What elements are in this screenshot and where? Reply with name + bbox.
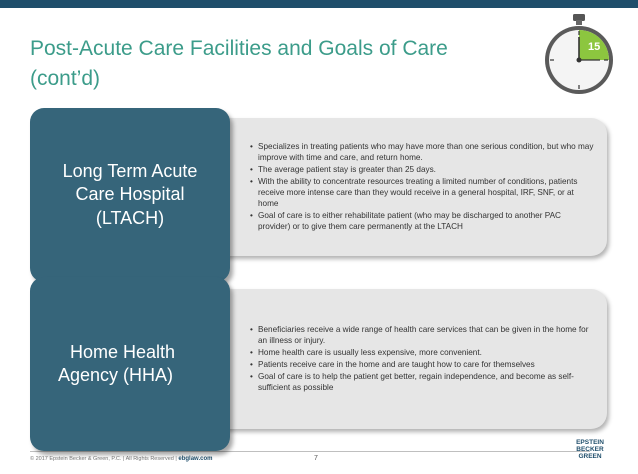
bullet-item: • Goal of care is to help the patient get better, regain independence, and become as self-sufficient as possible xyxy=(250,372,595,394)
section-label-line: Agency (HHA) xyxy=(58,365,174,385)
section-detail-panel xyxy=(180,289,607,429)
bullet-item: • Specializes in treating patients who may have more than one serious condition, but who may improve with time and care, and return home. xyxy=(250,142,595,164)
slide-title-line-1: Post-Acute Care Facilities and Goals of Care xyxy=(30,37,448,60)
section-label-line: Long Term Acute xyxy=(62,160,198,181)
timer-number: 15 xyxy=(588,41,601,53)
section-detail-panel xyxy=(180,118,607,256)
footer xyxy=(30,456,212,462)
bullet-list xyxy=(250,325,595,395)
footer-site-link[interactable]: ebglaw.com xyxy=(178,456,213,462)
section-label-line: Care Hospital xyxy=(75,184,185,205)
logo-line: BECKER xyxy=(576,445,604,453)
section-label-box xyxy=(30,277,230,451)
slide-title-line-2: (cont’d) xyxy=(30,67,101,91)
section-label-line: Home Health xyxy=(70,341,176,362)
bullet-item: • Beneficiaries receive a wide range of health care services that can be given in the home for an illness or injury. xyxy=(250,325,595,347)
firm-logo xyxy=(572,440,608,460)
bullet-item: • Goal of care is to either rehabilitate patient (who may be discharged to another PAC provider) or to give them care permanently at the LTACH xyxy=(250,211,595,233)
bullet-item: • Patients receive care in the home and are taught how to care for themselves xyxy=(250,360,595,371)
section-label-line: (LTACH) xyxy=(95,207,165,228)
section-hha xyxy=(30,277,607,453)
bullet-item: • Home health care is usually less expensive, more convenient. xyxy=(250,348,595,359)
footer-divider xyxy=(30,451,590,452)
bullet-list xyxy=(250,142,595,234)
logo-line: EPSTEIN xyxy=(576,439,604,446)
logo-line: GREEN xyxy=(578,452,602,460)
footer-copyright: © 2017 Epstein Becker & Green, P.C. | All Rights Reserved | xyxy=(30,456,177,462)
page-number: 7 xyxy=(314,455,318,462)
top-accent-bar xyxy=(0,0,638,8)
section-label-box xyxy=(30,108,230,282)
bullet-item: • With the ability to concentrate resources treating a limited number of conditions, patients receive more intense care than they would receive in a general hospital, IRF, SNF, or at home xyxy=(250,177,595,210)
slide-title xyxy=(30,34,448,95)
stopwatch-icon xyxy=(538,14,620,96)
bullet-item: • The average patient stay is greater than 25 days. xyxy=(250,165,595,176)
section-ltach xyxy=(30,108,607,284)
